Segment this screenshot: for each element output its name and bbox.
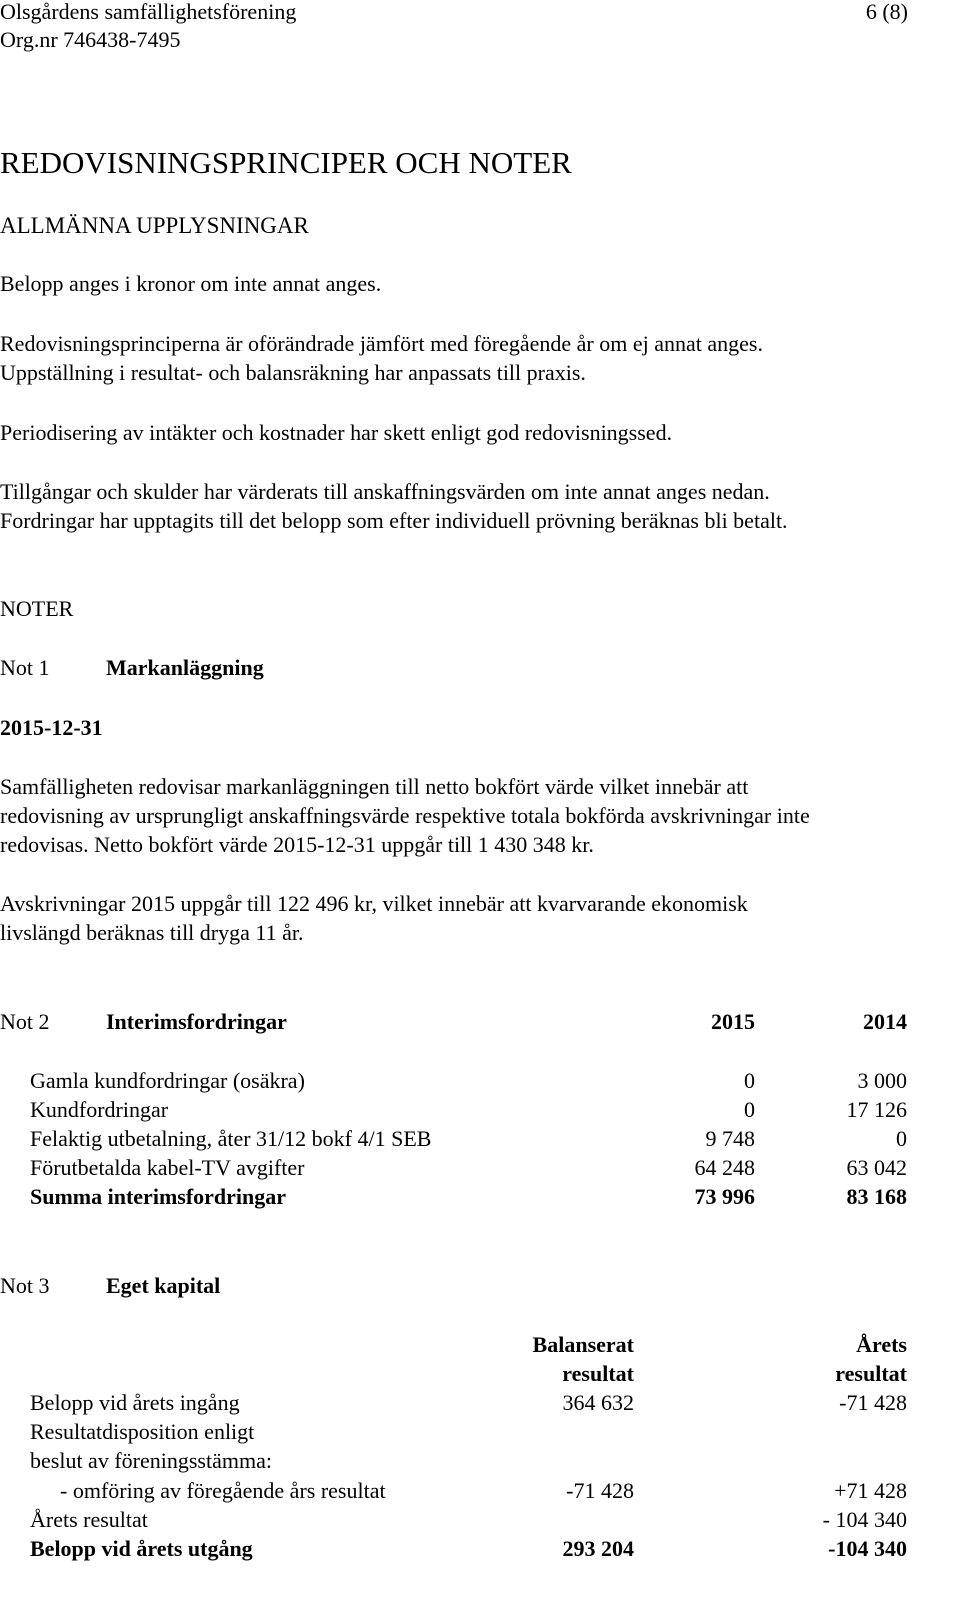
table-total-cell: 73 996 [694, 1184, 755, 1209]
table-row-label: Felaktig utbetalning, åter 31/12 bokf 4/1 SEB [30, 1126, 432, 1151]
note1-number: Not 1 [0, 655, 50, 680]
table-row-label: Resultatdisposition enligt [30, 1419, 255, 1444]
general-heading: ALLMÄNNA UPPLYSNINGAR [0, 213, 309, 238]
table-row-label: Förutbetalda kabel-TV avgifter [30, 1155, 305, 1180]
table-cell: 64 248 [694, 1155, 755, 1180]
note1-date: 2015-12-31 [0, 715, 103, 740]
page-number: 6 (8) [865, 0, 908, 24]
table-row-label: - omföring av föregående års resultat [60, 1478, 386, 1503]
table-cell: - 104 340 [822, 1507, 907, 1532]
note3-col-header: Årets [856, 1332, 907, 1357]
note1-text: redovisning av ursprungligt anskaffningsvärde respektive totala bokförda avskrivningar inte [0, 803, 810, 828]
note3-number: Not 3 [0, 1273, 50, 1298]
table-row-label: Gamla kundfordringar (osäkra) [30, 1068, 305, 1093]
general-paragraph: Tillgångar och skulder har värderats till anskaffningsvärden om inte annat anges nedan. [0, 479, 770, 504]
note2-title: Interimsfordringar [106, 1009, 287, 1034]
table-total-label: Summa interimsfordringar [30, 1184, 287, 1209]
table-total-cell: 293 204 [562, 1536, 634, 1561]
general-paragraph: Redovisningsprinciperna är oförändrade jämfört med föregående år om ej annat anges. [0, 331, 763, 356]
note1-text: Avskrivningar 2015 uppgår till 122 496 kr, vilket innebär att kvarvarande ekonomisk [0, 891, 748, 916]
table-cell: 364 632 [562, 1390, 634, 1415]
table-row-label: Kundfordringar [30, 1097, 169, 1122]
table-cell: -71 428 [566, 1478, 634, 1503]
table-row-label: beslut av föreningsstämma: [30, 1448, 272, 1473]
org-name: Olsgårdens samfällighetsförening [0, 0, 297, 24]
general-paragraph: Belopp anges i kronor om inte annat anges. [0, 271, 382, 296]
note1-text: Samfälligheten redovisar markanläggningen till netto bokfört värde vilket innebär att [0, 774, 749, 799]
table-total-cell: 83 168 [846, 1184, 907, 1209]
table-cell: -71 428 [839, 1390, 907, 1415]
table-cell: +71 428 [834, 1478, 907, 1503]
note1-text: redovisas. Netto bokfört värde 2015-12-31 uppgår till 1 430 348 kr. [0, 832, 594, 857]
general-paragraph: Fordringar har upptagits till det belopp som efter individuell prövning beräknas bli betalt. [0, 508, 788, 533]
note3-col-header: Balanserat [532, 1332, 634, 1357]
note3-col-header: resultat [835, 1361, 907, 1386]
page-title: REDOVISNINGSPRINCIPER OCH NOTER [0, 145, 572, 180]
table-cell: 0 [744, 1068, 755, 1093]
note1-title: Markanläggning [106, 655, 264, 680]
table-cell: 63 042 [846, 1155, 907, 1180]
table-row-label: Årets resultat [30, 1507, 148, 1532]
table-cell: 0 [896, 1126, 907, 1151]
note2-number: Not 2 [0, 1009, 50, 1034]
org-number: Org.nr 746438-7495 [0, 27, 181, 52]
table-cell: 17 126 [846, 1097, 907, 1122]
table-total-cell: -104 340 [828, 1536, 907, 1561]
table-row-label: Belopp vid årets ingång [30, 1390, 240, 1415]
table-cell: 0 [744, 1097, 755, 1122]
table-total-label: Belopp vid årets utgång [30, 1536, 253, 1561]
table-cell: 3 000 [857, 1068, 907, 1093]
general-paragraph: Uppställning i resultat- och balansräkning har anpassats till praxis. [0, 360, 586, 385]
note2-col-header: 2015 [711, 1009, 755, 1034]
table-cell: 9 748 [705, 1126, 755, 1151]
general-paragraph: Periodisering av intäkter och kostnader har skett enligt god redovisningssed. [0, 420, 673, 445]
notes-heading: NOTER [0, 596, 74, 621]
note1-text: livslängd beräknas till dryga 11 år. [0, 920, 304, 945]
note3-title: Eget kapital [106, 1273, 221, 1298]
note2-col-header: 2014 [863, 1009, 907, 1034]
note3-col-header: resultat [562, 1361, 634, 1386]
